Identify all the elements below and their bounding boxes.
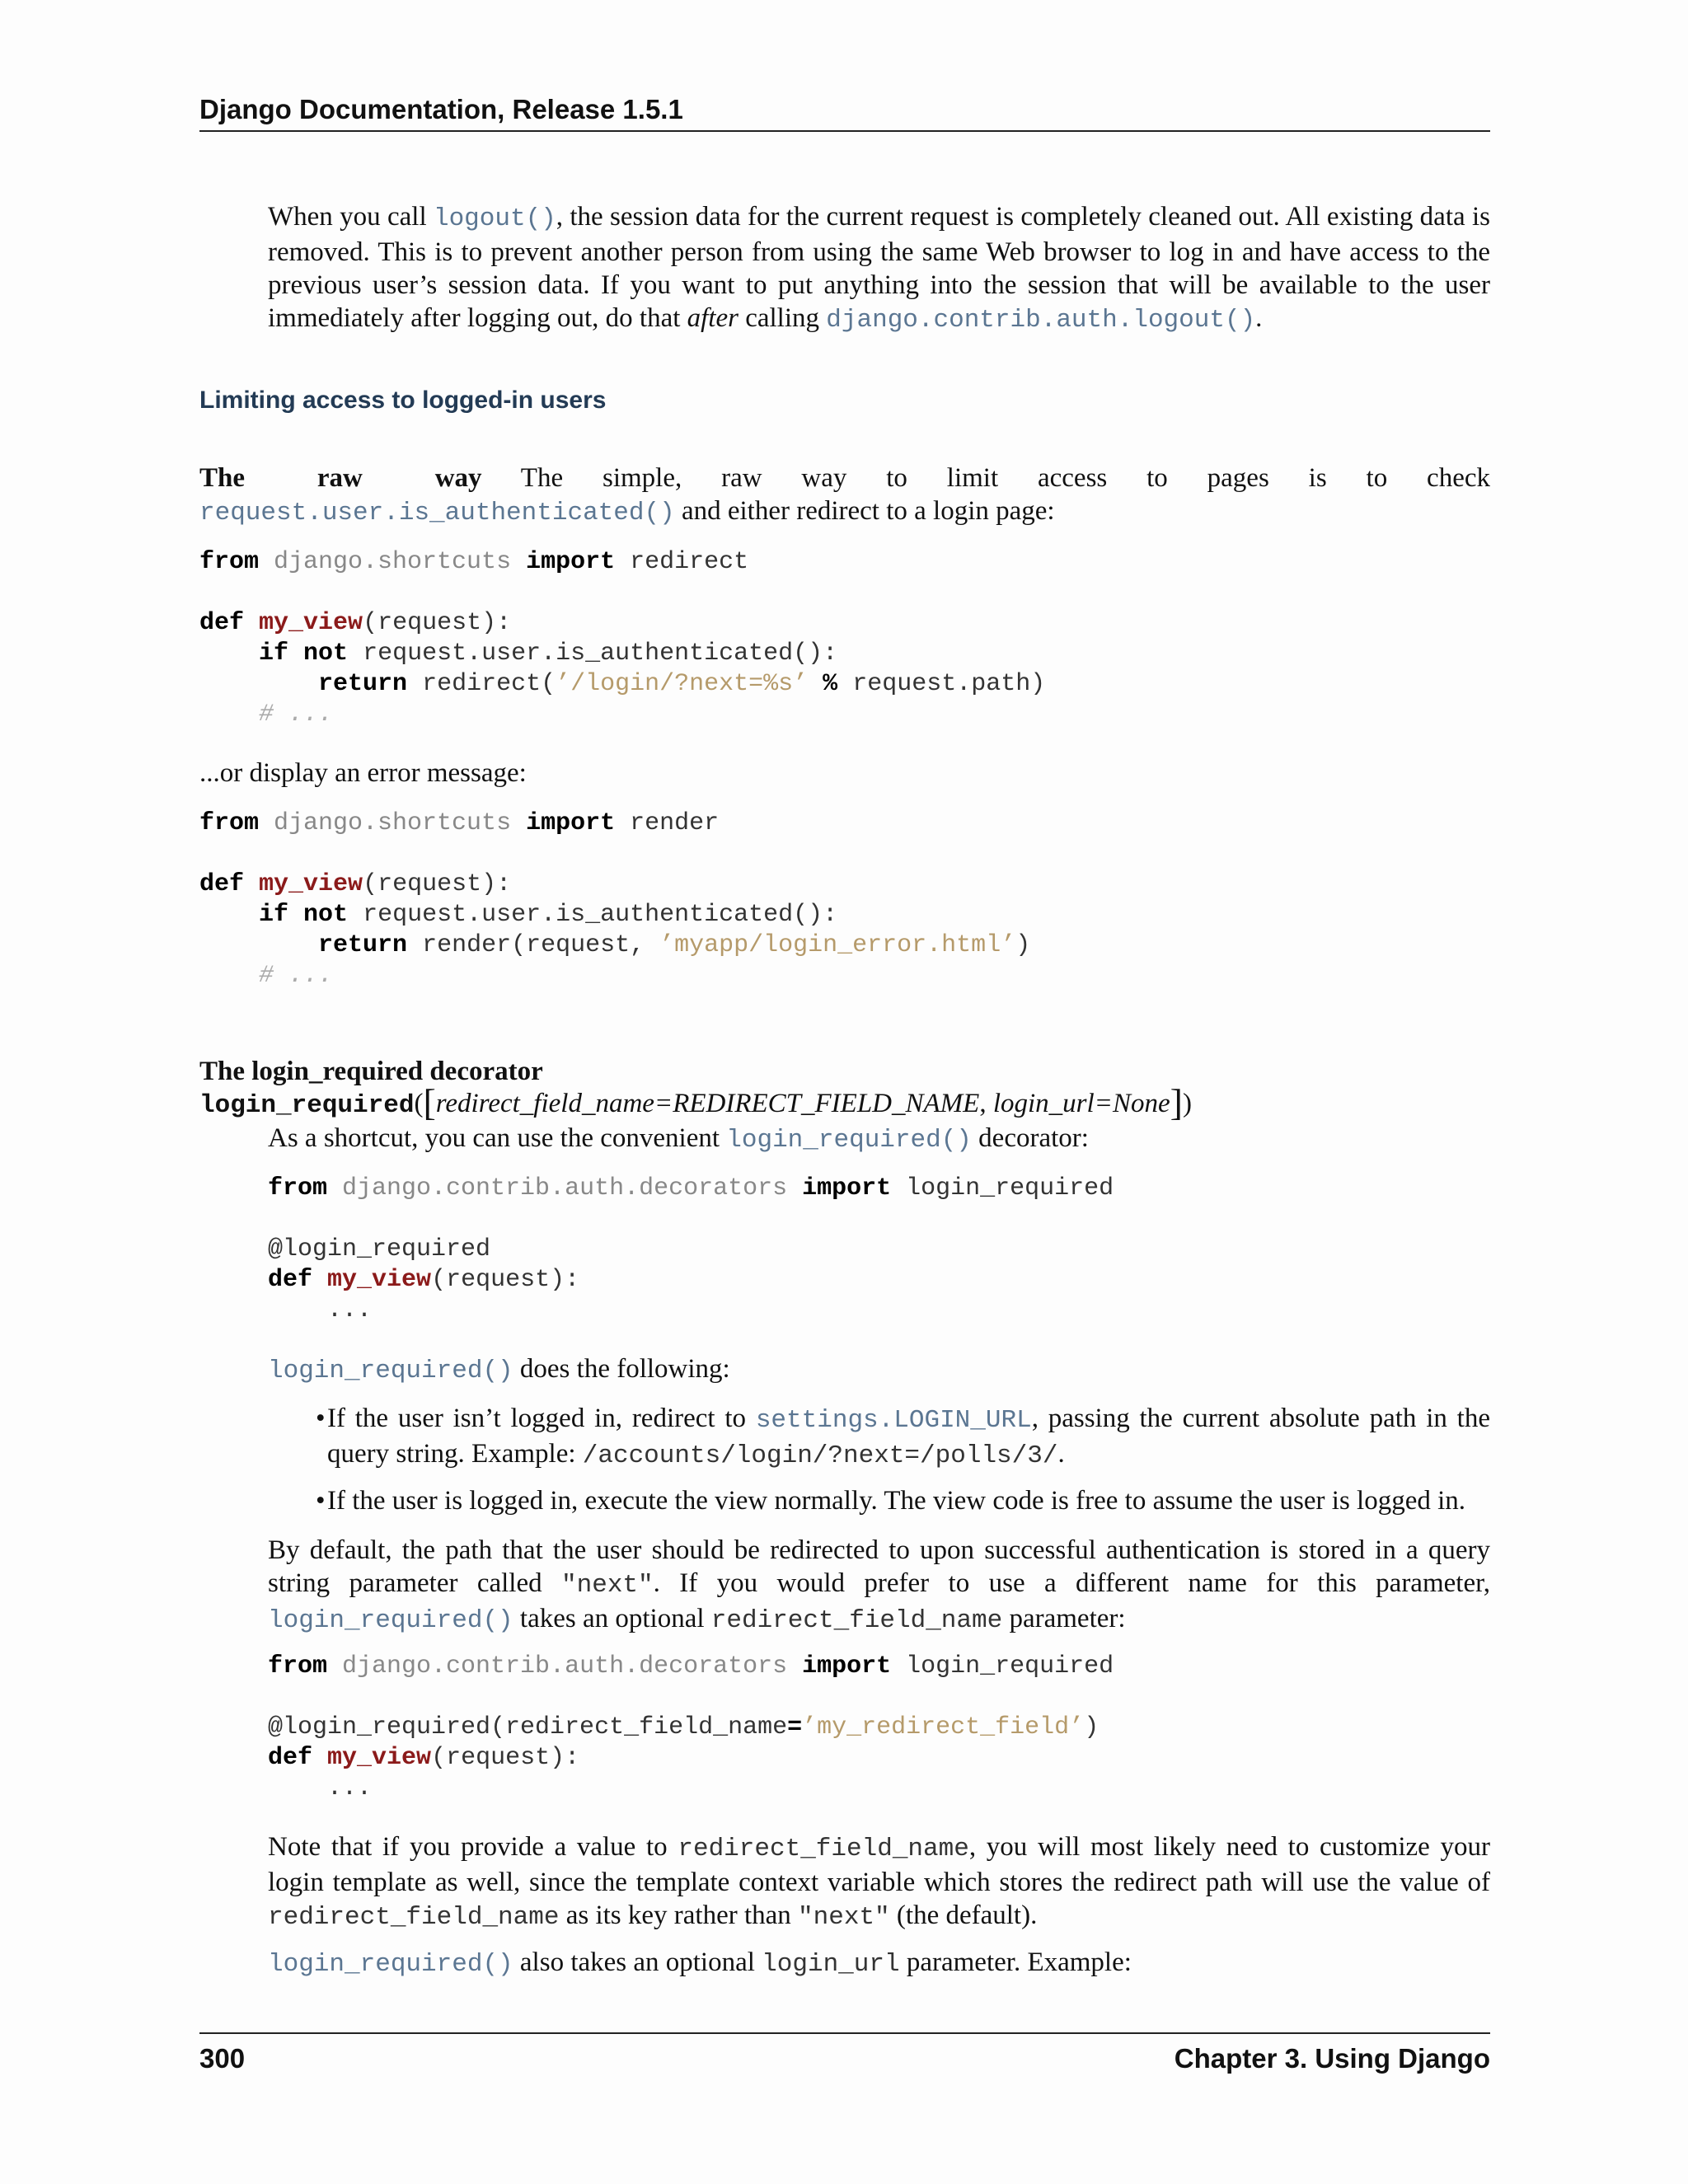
bullet-item-not-logged-in: • If the user isn’t logged in, redirect to settings.LOGIN_URL, passing the current absolute path in the query string. Example: /accounts/login/?next=/polls/3/.	[316, 1404, 1490, 1470]
signature-arg-2: login_url=None	[992, 1089, 1170, 1118]
raw-way-label: The raw way	[199, 463, 482, 493]
note-paragraph: Note that if you provide a value to redirect_field_name, you will most likely need to customize your login template as well, since the template context variable which stores the redirect path will use the value of redirect_field_name as its key rather than "next" (the default).	[268, 1832, 1490, 1932]
login-required-link-4[interactable]: login_required()	[268, 1950, 513, 1979]
bullet-item-logged-in: • If the user is logged in, execute the view normally. The view code is free to assume the user is logged in.	[316, 1486, 1466, 1516]
login-url-paragraph: login_required() also takes an optional login_url parameter. Example:	[268, 1947, 1132, 1979]
intro-text-4: .	[1255, 303, 1263, 333]
intro-emphasis: after	[687, 303, 738, 333]
logout-link[interactable]: logout()	[433, 204, 556, 233]
code-block-redirect: from django.shortcuts import redirect def my_view(request): if not request.user.is_authenticated(): return redirect(’/login/?next=%s’ % request.path) # ...	[199, 548, 1046, 729]
is-authenticated-link[interactable]: request.user.is_authenticated()	[199, 499, 675, 527]
login-url-setting-link[interactable]: settings.LOGIN_URL	[755, 1406, 1032, 1435]
login-required-link-2[interactable]: login_required()	[268, 1357, 513, 1385]
chapter-title: Chapter 3. Using Django	[1174, 2043, 1490, 2074]
intro-text-2: , the session data for the current request is completely cleaned out. All existing data is removed. This is to prevent another person from using the same Web browser to log in and have access to the previous user’s session data. If you want to put anything into the session that will be available to the user immediately after logging out, do that	[268, 202, 1490, 333]
page-number: 300	[199, 2043, 246, 2074]
error-message-line: ...or display an error message:	[199, 758, 527, 788]
login-required-link[interactable]: login_required()	[726, 1126, 972, 1155]
signature-name: login_required	[199, 1091, 415, 1120]
signature-arg-1: redirect_field_name=REDIRECT_FIELD_NAME	[435, 1089, 980, 1118]
code-block-redirect-field: from django.contrib.auth.decorators import login_required @login_required(redirect_field_name=’my_redirect_field’) def my_view(request): ...	[268, 1652, 1114, 1802]
default-paragraph: By default, the path that the user should be redirected to upon successful authentication is stored in a query string parameter called "next". If you would prefer to use a different name for this parameter, login_required() takes an optional redirect_field_name parameter:	[268, 1535, 1491, 1635]
header-rule	[199, 130, 1490, 132]
intro-text-3: calling	[738, 303, 827, 333]
function-signature: login_required([redirect_field_name=REDIRECT_FIELD_NAME, login_url=None])	[199, 1081, 1192, 1123]
contrib-logout-link[interactable]: django.contrib.auth.logout()	[826, 306, 1256, 335]
raw-way-text-2: and either redirect to a login page:	[674, 496, 1055, 526]
decorator-heading: The login_required decorator	[199, 1057, 543, 1086]
login-required-link-3[interactable]: login_required()	[268, 1606, 513, 1635]
footer-rule	[199, 2032, 1490, 2034]
does-following-line: login_required() does the following:	[268, 1354, 730, 1385]
shortcut-paragraph: As a shortcut, you can use the convenient login_required() decorator:	[268, 1123, 1089, 1155]
raw-way-paragraph	[199, 462, 1490, 530]
running-header: Django Documentation, Release 1.5.1	[199, 94, 683, 124]
code-block-render: from django.shortcuts import render def my_view(request): if not request.user.is_authenticated(): return render(request, ’myapp/login_error.html’) # ...	[199, 809, 1031, 990]
section-heading: Limiting access to logged-in users	[199, 387, 607, 414]
intro-paragraph	[268, 200, 1490, 337]
code-block-decorator: from django.contrib.auth.decorators import login_required @login_required def my_view(request): ...	[268, 1174, 1114, 1324]
intro-text-1: When you call	[268, 202, 434, 232]
raw-way-text-1: The simple, raw way to limit access to pages is to check	[481, 463, 1490, 493]
